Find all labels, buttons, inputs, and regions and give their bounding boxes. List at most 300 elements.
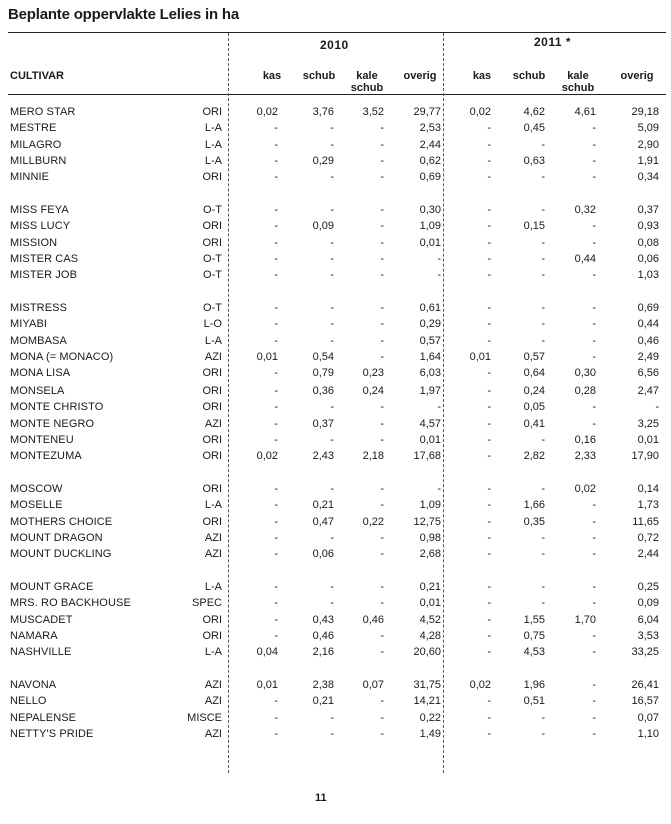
cell-value: 3,52 [362,106,384,118]
cell-value: - [380,597,384,610]
cultivar-name: NEPALENSE [10,711,77,724]
cell-value: 1,73 [637,499,659,512]
cell-value: 5,09 [637,122,659,135]
cell-value: - [330,171,334,184]
cell-value: 0,24 [362,385,384,397]
cell-value: - [274,269,278,282]
cultivar-name: MOMBASA [10,334,67,347]
cell-value: 0,64 [523,367,545,380]
col-2010-kas: kas [262,70,282,82]
cultivar-name: MOUNT GRACE [10,581,94,593]
cell-value: - [330,334,334,347]
cell-value: - [380,711,384,724]
table-row [0,726,671,742]
cell-value: 4,52 [419,613,441,626]
cultivar-name: MISS FEYA [10,204,69,216]
cultivar-group: ORI [202,220,222,233]
cell-value: 0,46 [362,613,384,626]
cell-value: - [487,646,491,659]
cell-value: - [592,236,596,249]
cultivar-name: MONSELA [10,385,65,397]
cell-value: - [274,695,278,708]
cell-value: 1,70 [574,613,596,626]
cell-value: - [380,417,384,430]
cell-value: - [380,433,384,446]
cell-value: - [274,711,278,724]
cell-value: 0,29 [419,318,441,331]
cultivar-name: MOUNT DRAGON [10,531,103,544]
cell-value: 16,57 [631,695,659,708]
cell-value: 0,35 [523,515,545,528]
cell-value: - [541,334,545,347]
cultivar-name: MRS. RO BACKHOUSE [10,597,131,610]
cell-value: 20,60 [413,646,441,659]
cell-value: 0,30 [574,367,596,380]
cell-value: - [592,269,596,282]
cultivar-name: MISSION [10,236,58,249]
cultivar-name: MILLBURN [10,154,67,167]
cell-value: - [274,204,278,216]
cell-value: 1,09 [419,499,441,512]
cell-value: 0,69 [637,302,659,314]
cell-value: - [330,122,334,135]
cell-value: - [592,711,596,724]
page-number: 11 [315,792,327,804]
cell-value: - [541,252,545,265]
cell-value: - [487,269,491,282]
cell-value: - [592,350,596,363]
cell-value: - [592,417,596,430]
cell-value: 2,49 [637,350,659,363]
cell-value: - [380,629,384,642]
cell-value: - [592,171,596,184]
cell-value: 0,34 [637,171,659,184]
cell-value: - [274,597,278,610]
cell-value: 1,03 [637,269,659,282]
cell-value: - [592,629,596,642]
cultivar-name: MONTE NEGRO [10,417,95,430]
cultivar-group: ORI [202,483,222,495]
cell-value: 0,79 [312,367,334,380]
cell-value: - [655,401,659,414]
cell-value: 0,24 [523,385,545,397]
cell-value: - [487,695,491,708]
cultivar-group: AZI [204,695,222,708]
cell-value: - [437,483,441,495]
cell-value: - [274,581,278,593]
cell-value: 0,93 [637,220,659,233]
cell-value: - [541,302,545,314]
cell-value: 0,61 [419,302,441,314]
cell-value: 6,56 [637,367,659,380]
cultivar-group: ORI [202,385,222,397]
cultivar-group: ORI [202,106,222,118]
cell-value: - [487,597,491,610]
cell-value: 0,75 [523,629,545,642]
cell-value: 1,10 [637,727,659,740]
cell-value: - [274,367,278,380]
cell-value: - [592,646,596,659]
cell-value: 1,91 [637,154,659,167]
cell-value: - [592,727,596,740]
cultivar-group: O-T [203,302,222,314]
cell-value: 2,47 [637,385,659,397]
cell-value: - [437,401,441,414]
cell-value: - [487,236,491,249]
cell-value: 2,90 [637,138,659,151]
cell-value: - [330,711,334,724]
cell-value: - [274,499,278,512]
cell-value: 0,69 [419,171,441,184]
cell-value: 0,04 [256,646,278,659]
header-bottom-rule [8,94,666,95]
table-row [0,333,671,349]
cell-value: - [592,499,596,512]
cell-value: - [380,581,384,593]
cultivar-group: L-A [204,122,222,135]
table-row [0,137,671,153]
cell-value: 29,18 [631,106,659,118]
cell-value: - [541,711,545,724]
cell-value: - [274,236,278,249]
cell-value: - [330,252,334,265]
cell-value: 0,28 [574,385,596,397]
cell-value: 0,08 [637,236,659,249]
cultivar-name: MUSCADET [10,613,73,626]
cultivar-group: ORI [202,433,222,446]
cell-value: - [592,154,596,167]
cell-value: - [380,171,384,184]
cell-value: - [380,318,384,331]
cell-value: - [274,302,278,314]
cell-value: 1,66 [523,499,545,512]
cell-value: - [592,401,596,414]
cell-value: - [380,483,384,495]
cell-value: - [487,171,491,184]
table-row [0,481,671,497]
year-2010-header: 2010 [320,38,349,52]
year-2011-header: 2011 * [534,35,572,49]
cell-value: - [380,695,384,708]
cell-value: 0,30 [419,204,441,216]
cell-value: 2,16 [312,646,334,659]
cell-value: - [274,318,278,331]
cell-value: 0,54 [312,350,334,363]
cultivar-group: L-O [203,318,222,331]
cell-value: - [487,318,491,331]
cell-value: 2,18 [362,450,384,463]
cell-value: 1,49 [419,727,441,740]
cultivar-group: SPEC [192,597,222,610]
cell-value: 0,02 [469,679,491,691]
cell-value: 0,21 [312,499,334,512]
cell-value: 0,37 [637,204,659,216]
cell-value: 4,61 [574,106,596,118]
cell-value: - [437,252,441,265]
cell-value: - [541,204,545,216]
cell-value: - [330,531,334,544]
cell-value: - [274,171,278,184]
cell-value: - [487,401,491,414]
cell-value: - [541,597,545,610]
cell-value: - [274,613,278,626]
col-2011-kale-schub: kale schub [561,70,595,94]
cultivar-name: MIYABI [10,318,48,331]
cell-value: - [330,318,334,331]
cell-value: 0,06 [312,548,334,561]
cell-value: 0,46 [637,334,659,347]
cell-value: 2,44 [419,138,441,151]
cell-value: - [437,269,441,282]
cell-value: - [592,581,596,593]
cultivar-name: MONA LISA [10,367,71,380]
table-row [0,267,671,283]
table-row [0,300,671,316]
cell-value: - [487,252,491,265]
cell-value: 4,62 [523,106,545,118]
cell-value: 0,02 [256,106,278,118]
cell-value: - [541,433,545,446]
cell-value: 0,43 [312,613,334,626]
cell-value: 3,76 [312,106,334,118]
cultivar-group: ORI [202,236,222,249]
cell-value: - [592,334,596,347]
cultivar-name: MOSCOW [10,483,63,495]
cell-value: - [487,531,491,544]
table-row [0,644,671,660]
cell-value: 4,57 [419,417,441,430]
cell-value: - [380,727,384,740]
cultivar-group: ORI [202,613,222,626]
cell-value: 0,21 [312,695,334,708]
cell-value: 0,44 [637,318,659,331]
table-row [0,677,671,693]
table-row [0,383,671,399]
cell-value: - [487,433,491,446]
cell-value: 0,44 [574,252,596,265]
cell-value: - [330,401,334,414]
cell-value: 3,25 [637,417,659,430]
cell-value: - [592,548,596,561]
cultivar-name: MOTHERS CHOICE [10,515,113,528]
cell-value: 0,21 [419,581,441,593]
cell-value: 0,47 [312,515,334,528]
cultivar-group: O-T [203,252,222,265]
cell-value: - [274,138,278,151]
table-row [0,169,671,185]
col-2011-overig: overig [620,70,654,82]
cell-value: 4,53 [523,646,545,659]
cultivar-group: ORI [202,367,222,380]
cell-value: - [487,629,491,642]
cultivar-group: MISCE [187,711,222,724]
cell-value: 17,90 [631,450,659,463]
cultivar-group: AZI [204,548,222,561]
cell-value: - [330,483,334,495]
cell-value: - [541,138,545,151]
cultivar-group: AZI [204,417,222,430]
cell-value: 2,82 [523,450,545,463]
cultivar-group: O-T [203,204,222,216]
cultivar-group: AZI [204,727,222,740]
cell-value: - [274,483,278,495]
cell-value: 31,75 [413,679,441,691]
cultivar-name: MONTENEU [10,433,74,446]
table-row [0,316,671,332]
table-row [0,497,671,513]
cell-value: 1,97 [419,385,441,397]
cultivar-name: MINNIE [10,171,50,184]
cultivar-name: MISS LUCY [10,220,71,233]
cultivar-name: NAMARA [10,629,58,642]
cell-value: 0,07 [637,711,659,724]
cell-value: - [330,302,334,314]
page-title: Beplante oppervlakte Lelies in ha [8,6,239,23]
table-row [0,612,671,628]
cell-value: - [487,483,491,495]
table-row [0,546,671,562]
cultivar-name: MONTEZUMA [10,450,82,463]
cell-value: - [592,597,596,610]
table-row [0,104,671,120]
cultivar-name: MISTER CAS [10,252,79,265]
cell-value: 14,21 [413,695,441,708]
cell-value: - [487,613,491,626]
cell-value: - [330,269,334,282]
cell-value: - [541,269,545,282]
cell-value: - [380,252,384,265]
cell-value: - [592,515,596,528]
cell-value: 1,64 [419,350,441,363]
cultivar-name: NASHVILLE [10,646,72,659]
cell-value: - [487,138,491,151]
cell-value: 2,44 [637,548,659,561]
cell-value: - [380,154,384,167]
cell-value: - [592,220,596,233]
cell-value: 0,06 [637,252,659,265]
cell-value: - [487,334,491,347]
cell-value: 0,46 [312,629,334,642]
cell-value: - [330,138,334,151]
cell-value: - [274,548,278,561]
cell-value: 0,02 [256,450,278,463]
table-row [0,399,671,415]
cell-value: - [487,154,491,167]
cell-value: 2,53 [419,122,441,135]
cell-value: - [487,204,491,216]
cell-value: - [380,236,384,249]
cell-value: 0,32 [574,204,596,216]
cultivar-group: AZI [204,350,222,363]
cell-value: - [330,204,334,216]
cell-value: 0,37 [312,417,334,430]
cell-value: 6,04 [637,613,659,626]
cell-value: - [274,515,278,528]
cell-value: - [380,350,384,363]
cell-value: 0,09 [312,220,334,233]
cell-value: 2,43 [312,450,334,463]
table-row [0,628,671,644]
cell-value: - [487,417,491,430]
cell-value: - [274,531,278,544]
table-row [0,416,671,432]
cell-value: - [274,433,278,446]
cultivar-name: MISTRESS [10,302,68,314]
cell-value: 29,77 [413,106,441,118]
cell-value: - [541,483,545,495]
table-row [0,202,671,218]
cell-value: 1,09 [419,220,441,233]
cell-value: 0,09 [637,597,659,610]
cell-value: - [274,401,278,414]
cell-value: 0,25 [637,581,659,593]
cell-value: 0,14 [637,483,659,495]
cultivar-name: MERO STAR [10,106,76,118]
cultivar-name: MOUNT DUCKLING [10,548,112,561]
cell-value: 11,65 [632,515,659,528]
cell-value: - [274,629,278,642]
table-row [0,218,671,234]
cell-value: - [487,515,491,528]
cell-value: - [274,252,278,265]
col-2010-overig: overig [403,70,437,82]
cell-value: - [380,269,384,282]
table-row [0,349,671,365]
cell-value: - [380,531,384,544]
cell-value: 1,55 [523,613,545,626]
cell-value: - [541,531,545,544]
cell-value: 0,01 [256,350,278,363]
cell-value: - [380,499,384,512]
table-row [0,530,671,546]
cultivar-name: MESTRE [10,122,57,135]
cell-value: 0,36 [312,385,334,397]
cell-value: 0,01 [469,350,491,363]
cultivar-group: ORI [202,515,222,528]
cell-value: 0,23 [362,367,384,380]
cell-value: 0,57 [523,350,545,363]
cell-value: - [380,122,384,135]
cell-value: 0,01 [419,236,441,249]
cell-value: - [274,154,278,167]
cell-value: 0,02 [574,483,596,495]
cell-value: - [592,122,596,135]
col-2011-schub: schub [512,70,546,82]
cell-value: - [274,122,278,135]
cell-value: 4,28 [419,629,441,642]
cell-value: - [592,531,596,544]
cell-value: 33,25 [631,646,659,659]
cell-value: 0,45 [523,122,545,135]
cultivar-group: L-A [204,499,222,512]
cell-value: - [380,204,384,216]
cell-value: 6,03 [419,367,441,380]
cultivar-group: L-A [204,581,222,593]
cultivar-group: L-A [204,154,222,167]
col-2010-kale-schub: kale schub [350,70,384,94]
cell-value: 0,98 [419,531,441,544]
table-row [0,710,671,726]
cell-value: 0,16 [574,433,596,446]
table-row [0,235,671,251]
table-row [0,693,671,709]
cell-value: - [487,367,491,380]
table-row [0,432,671,448]
table-row [0,251,671,267]
cell-value: 0,62 [419,154,441,167]
cell-value: - [592,318,596,331]
cell-value: 0,41 [523,417,545,430]
